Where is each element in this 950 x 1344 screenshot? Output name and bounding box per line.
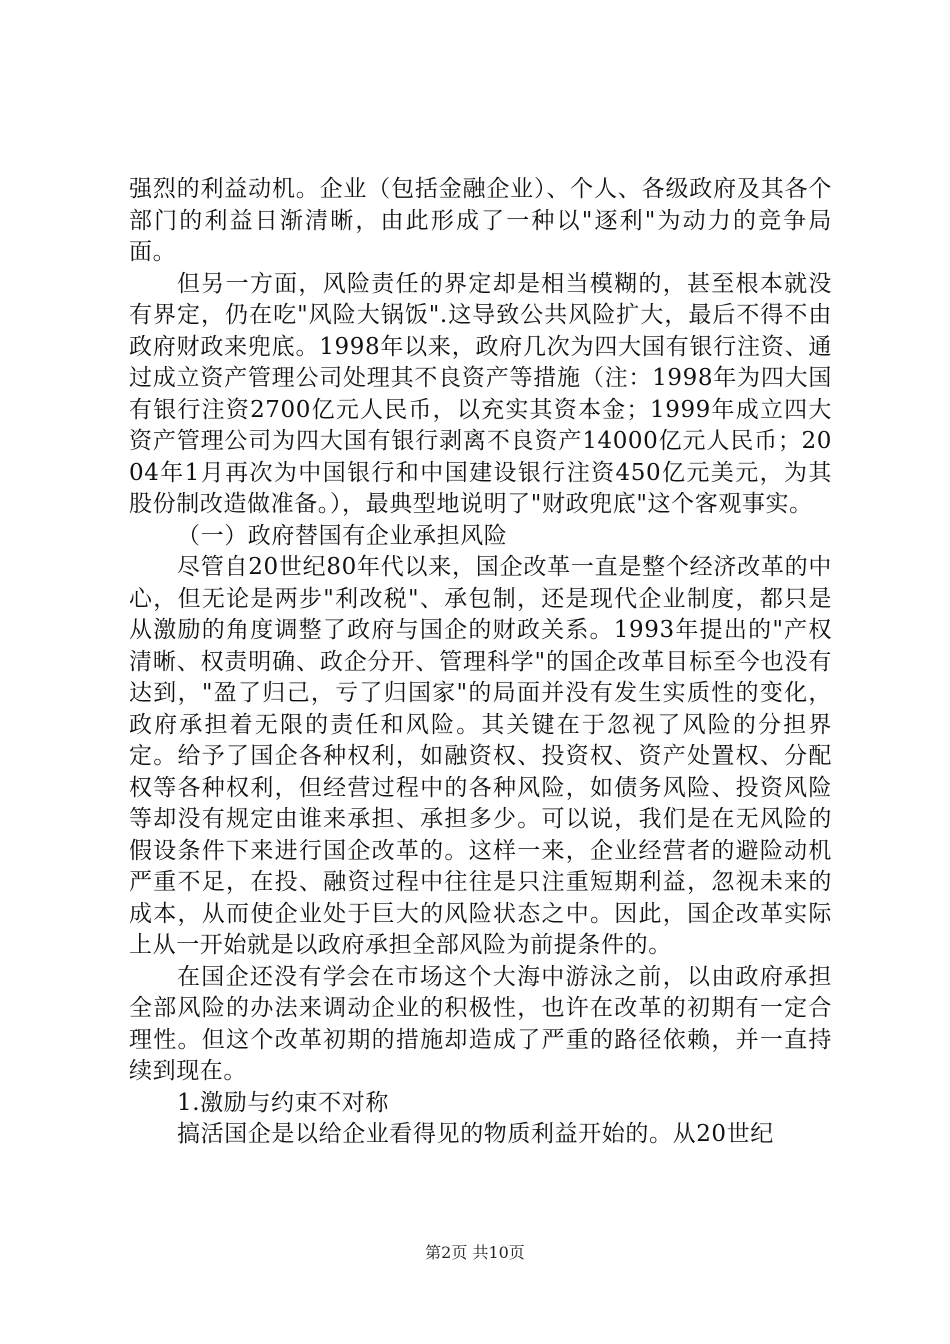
section-heading-government-risk: （一）政府替国有企业承担风险 [177,522,508,549]
paragraph-risk-responsibility: 但另一方面，风险责任的界定却是相当模糊的，甚至根本就没有界定，仍在吃"风险大锅饭".这导致公共风险扩大，最后不得不由政府财政来兜底。1998年以来，政府几次为四大国有银行注资、通过成立资产管理公司处理其不良资产等措施（注：1998年为四大国有银行注资2700亿元人民币，以充实其资本金；1999年成立四大资产管理公司为四大国有银行剥离不良资产14000亿元人民币；2004年1月再次为中国银行和中国建设银行注资450亿元美元，为其股份制改造做准备。），最典型地说明了"财政兜底"这个客观事实。 [129,270,832,517]
paragraph-continuation: 强烈的利益动机。企业（包括金融企业）、个人、各级政府及其各个部门的利益日渐清晰，由此形成了一种以"逐利"为动力的竞争局面。 [129,176,832,265]
page-number-footer: 第2页 共10页 [425,1243,525,1262]
paragraph-path-dependence: 在国企还没有学会在市场这个大海中游泳之前，以由政府承担全部风险的办法来调动企业的积极性，也许在改革的初期有一定合理性。但这个改革初期的措施却造成了严重的路径依赖，并一直持续到现在。 [129,963,832,1084]
paragraph-invigorate-soe: 搞活国企是以给企业看得见的物质利益开始的。从20世纪 [177,1121,774,1147]
paragraph-soe-reform: 尽管自20世纪80年代以来，国企改革一直是整个经济改革的中心，但无论是两步"利改税"、承包制，还是现代企业制度，都只是从激励的角度调整了政府与国企的财政关系。1993年提出的"产权清晰、权责明确、政企分开、管理科学"的国企改革目标至今也没有达到，"盈了归己，亏了归国家"的局面并没有发生实质性的变化，政府承担着无限的责任和风险。其关键在于忽视了风险的分担界定。给予了国企各种权利，如融资权、投资权、资产处置权、分配权等各种权利，但经营过程中的各种风险，如债务风险、投资风险等却没有规定由谁来承担、承担多少。可以说，我们是在无风险的假设条件下来进行国企改革的。这样一来，企业经营者的避险动机严重不足，在投、融资过程中往往是只注重短期利益，忽视未来的成本，从而使企业处于巨大的风险状态之中。因此，国企改革实际上从一开始就是以政府承担全部风险为前提条件的。 [129,554,832,958]
subsection-heading-incentive-constraint: 1.激励与约束不对称 [177,1089,389,1116]
document-body [129,174,832,1151]
